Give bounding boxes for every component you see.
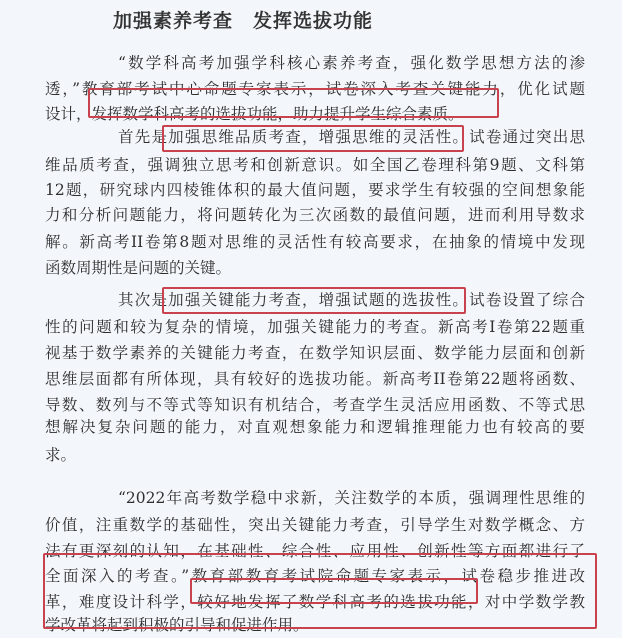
text-line: 导数、数列与不等式等知识有机结合，考查学生灵活应用函数、不等式思 xyxy=(45,396,585,414)
text-line: 求。 xyxy=(45,446,77,464)
text-line: 维品质考查，强调独立思考和创新意识。如全国乙卷理科第9题、文科第 xyxy=(45,156,585,174)
highlight-box xyxy=(88,88,499,118)
article-heading: 加强素养考查 发挥选拔功能 xyxy=(113,10,374,32)
text-line: 学改革将起到积极的引导和促进作用。 xyxy=(45,616,309,634)
text-line: 法有更深刻的认知，在基础性、综合性、应用性、创新性等方面都进行了 xyxy=(45,542,585,560)
text-line: 其次是加强关键能力考查，增强试题的选拔性。试卷设置了综合 xyxy=(118,291,585,309)
text-line: 全面深入的考查。”教育部教育考试院命题专家表示，试卷稳步推进改 xyxy=(45,567,585,585)
highlight-box xyxy=(162,125,464,152)
text-line: 解。新高考II卷第8题对思维的灵活性有较高要求，在抽象的情境中发现 xyxy=(45,233,585,251)
text-line: 力和分析问题能力，将问题转化为三次函数的最值问题，进而利用导数求 xyxy=(45,206,585,224)
text-line: 函数周期性是问题的关键。 xyxy=(45,259,232,277)
text-line: 首先是加强思维品质考查，增强思维的灵活性。试卷通过突出思 xyxy=(118,128,585,146)
text-line: “2022年高考数学稳中求新，关注数学的本质，强调理性思维的 xyxy=(118,489,585,507)
text-line: 想解决复杂问题的能力，对直观想象能力和逻辑推理能力也有较高的要 xyxy=(45,418,585,436)
text-line: 思维层面都有所体现，具有较好的选拔功能。新高考II卷第22题将函数、 xyxy=(45,370,585,388)
text-line: 透，”教育部考试中心命题专家表示，试卷深入考查关键能力，优化试题 xyxy=(45,80,585,98)
highlight-box xyxy=(190,578,478,604)
text-line: 12题，研究球内四棱锥体积的最大值问题，要求学生有较强的空间想象能 xyxy=(45,181,585,199)
text-line: 设计，发挥数学科高考的选拔功能，助力提升学生综合素质。 xyxy=(45,105,464,123)
text-line: 视基于数学素养的关键能力考查，在数学知识层面、数学能力层面和创新 xyxy=(45,344,585,362)
text-line: 性的问题和较为复杂的情境，加强关键能力的考查。新高考I卷第22题重 xyxy=(45,318,585,336)
text-line: 革，难度设计科学，较好地发挥了数学科高考的选拔功能，对中学数学教 xyxy=(45,593,585,611)
highlight-box xyxy=(162,287,466,314)
text-line: 价值，注重数学的基础性，突出关键能力考查，引导学生对数学概念、方 xyxy=(45,516,585,534)
text-line: “数学科高考加强学科核心素养考查，强化数学思想方法的渗 xyxy=(118,54,585,72)
